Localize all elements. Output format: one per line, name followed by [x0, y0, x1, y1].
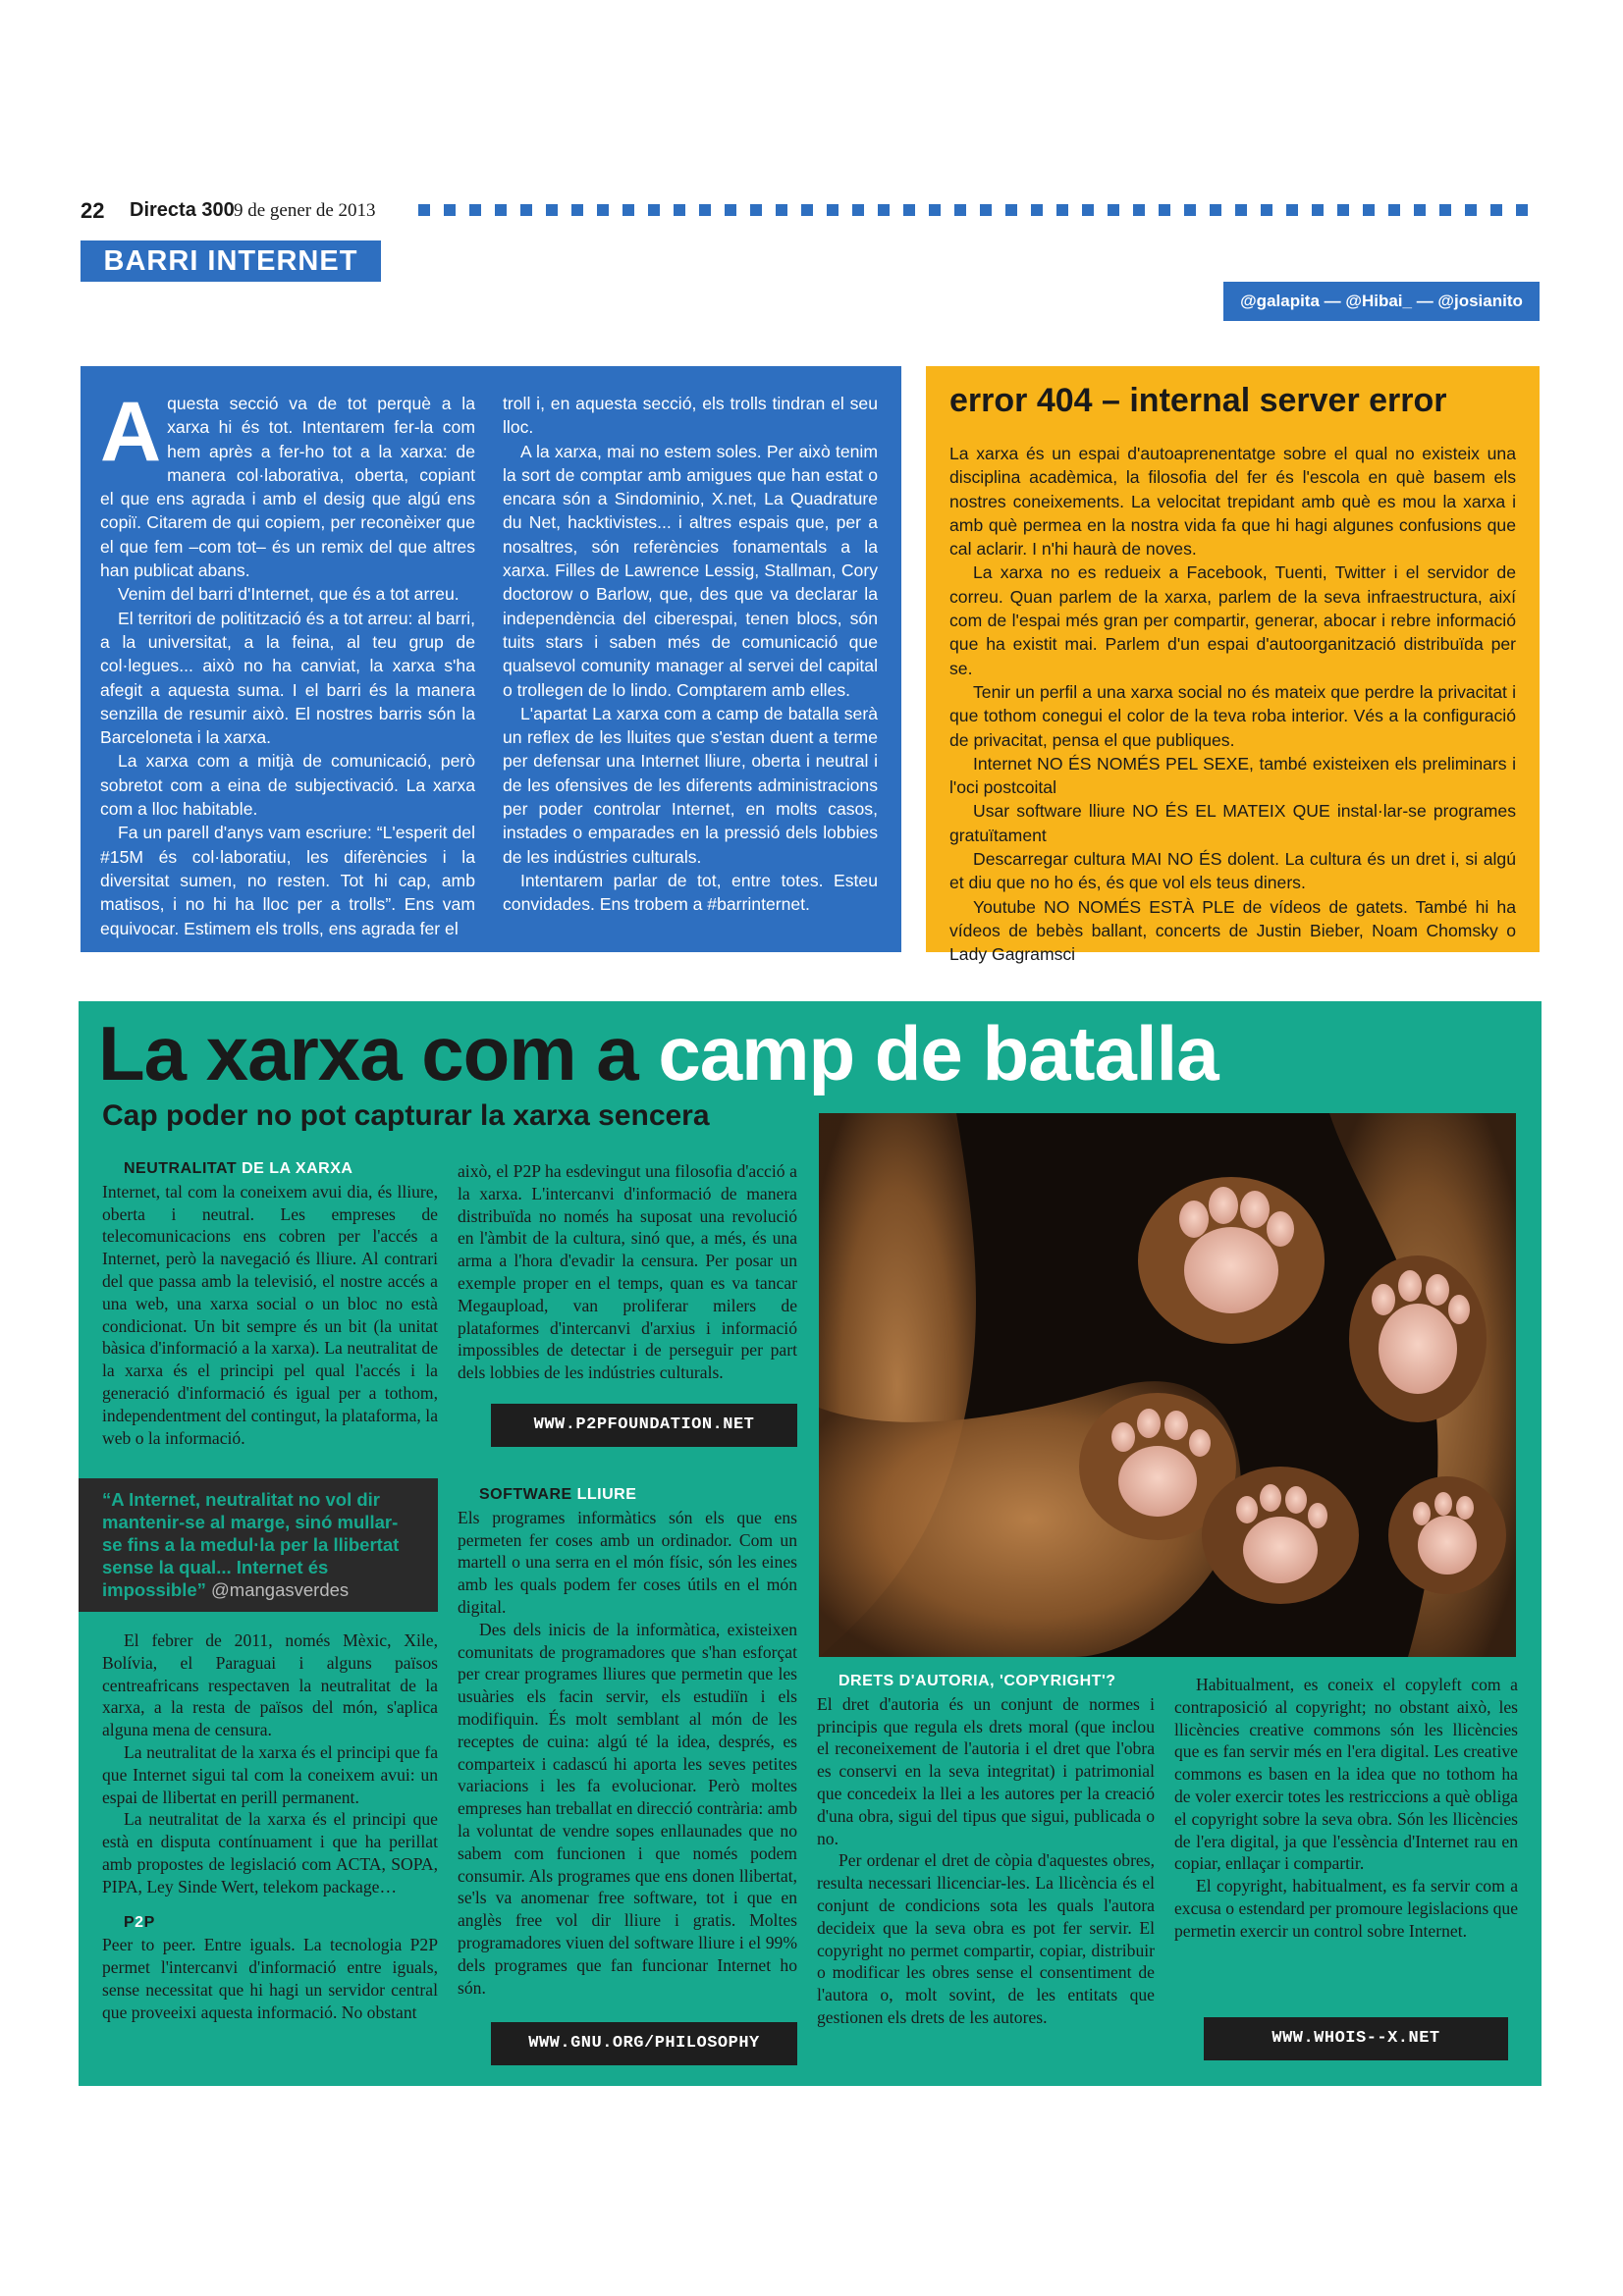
quote-handle: @mangasverdes [211, 1579, 350, 1600]
feature-box [79, 1001, 1542, 2086]
error-paragraph: Descarregar cultura MAI NO ÉS dolent. La cultura és un dret i, si algú et diu que no ho és, és que vol els teus diners. [949, 849, 1516, 893]
error-paragraph: La xarxa no es redueix a Facebook, Tuenti, Twitter i el servidor de correu. Quan parlem de la xarxa, parlem de la seva infraestructura, així com de l'espai més gran per compartir, generar, abocar i rebre informació que ha existit mai. Parlem d'un espai d'autoorganització distribuïda per se. [949, 562, 1516, 678]
software-section [458, 1484, 797, 1999]
body-paragraph: La neutralitat de la xarxa és el principi que està en disputa contínuament i que ha perillat amb propostes de legislació com ACTA, SOPA, PIPA, Ley Sinde Wert, telekom package… [102, 1809, 438, 1896]
quote-text: “A Internet, neutralitat no vol dir mantenir-se al marge, sinó mullar-se fins a la medul·la per la llibertat sense la qual... Internet és impossible” [102, 1489, 400, 1600]
error-paragraph: Usar software lliure NO ÉS EL MATEIX QUE instal·lar-se programes gratuïtament [949, 801, 1516, 845]
neutralitat-continued [102, 1629, 438, 2024]
body-paragraph: Habitualment, es coneix el copyleft com a contraposició al copyright; no obstant això, les llicències creative commons són les llicències que es fan servir més en l'era digital. Les creative commons es basen en la idea que no tothom ha de voler exercir totes les restriccions a què obliga el copyright sobre la seva obra. Són les llicències de l'era digital, ja que l'essència d'Internet rau en copiar, enllaçar i compartir. [1174, 1675, 1518, 1874]
intro-box [81, 366, 901, 952]
error-paragraph: Internet NO ÉS NOMÉS PEL SEXE, també existeixen els preliminars i l'oci postcoital [949, 753, 1516, 798]
intro-paragraph: Venim del barri d'Internet, que és a tot arreu. [118, 584, 460, 605]
cat-paws-photo [819, 1113, 1516, 1657]
drets-heading: DRETS D'AUTORIA, 'COPYRIGHT'? [839, 1673, 1116, 1689]
error-paragraph: Youtube NO NOMÉS ESTÀ PLE de vídeos de gatets. També hi ha vídeos de bebès ballant, concerts de Justin Bieber, Noam Chomsky o Lady Gagramsci [949, 896, 1516, 965]
body-paragraph: El febrer de 2011, només Mèxic, Xile, Bolívia, el Paraguai i alguns països centreafricans respectaven la neutralitat de la xarxa, a la resta de països del món, s'aplica alguna mena de censura. [102, 1630, 438, 1740]
p2p-continued [458, 1160, 797, 1384]
drop-cap: A [100, 385, 162, 479]
body-paragraph: La neutralitat de la xarxa és el principi que fa que Internet sigui tal com la coneixem avui: un espai de llibertat en perill permanent. [102, 1741, 438, 1807]
body-paragraph: El copyright, habitualment, es fa servir com a excusa o estendard per promoure legislacions que permetin exercir un control sobre Internet. [1174, 1876, 1518, 1941]
body-paragraph: El dret d'autoria és un conjunt de normes i principis que regula els drets moral (que inclou el reconeixement de l'autoria i el dret que l'obra es conservi en la seva integritat) i patrimonial que concedeix la llei a les autores per la creació d'una obra, sigui del tipus que sigui, publicada o no. [817, 1693, 1155, 1848]
neutralitat-heading: NEUTRALITAT DE LA XARXA [124, 1160, 353, 1177]
error-box-title: error 404 – internal server error [949, 382, 1447, 419]
p2p-text: Peer to peer. Entre iguals. La tecnologia P2P permet l'intercanvi d'informació entre iguals, sense necessitat que hi hagi un servidor central que proveeixi aquesta informació. No obstant [102, 1935, 438, 2022]
intro-column-1 [100, 385, 475, 940]
software-heading: SOFTWARE LLIURE [479, 1486, 637, 1503]
page-number: 22 [81, 198, 105, 223]
neutralitat-text: Internet, tal com la coneixem avui dia, és lliure, oberta i neutral. Les empreses de telecomunicacions ens cobren per l'accés a Internet, però la navegació és lliure. Al contrari del que passa amb la televisió, el nostre accés a una web, una xarxa social o un bloc no està condicionat. Un bit sempre és un bit (la unitat bàsica d'informació a la xarxa). La neutralitat de la xarxa és el principi pel qual l'accés i la generació d'informació és igual per a tothom, independentment del contingut, la plataforma, la web o la informació. [102, 1181, 438, 1448]
copyleft-section [1174, 1674, 1518, 1943]
publication-name: Directa 300 [130, 199, 235, 221]
intro-paragraph: A la xarxa, mai no estem soles. Per això tenim la sort de comptar amb amigues que han estat o encara són a Sindominio, X.net, La Quadrature du Net, hacktivistes... i altres espais que, per a nosaltres, són referències fonamentals a la xarxa. Filles de Lawrence Lessig, Stallman, Cory doctorow o Barlow, que, des que va declarar la independència del ciberespai, tenen blocs, són tuits stars i saben més de comunicació que qualsevol comunity manager al servei del capital o trollegen de lo lindo. Comptarem amb elles. [503, 441, 878, 700]
body-paragraph: Els programes informàtics són els que ens permeten fer coses amb un ordinador. Com un martell o una serra en el món físic, són les eines amb les quals podem fer coses útils en el món digital. [458, 1507, 797, 1617]
body-paragraph: això, el P2P ha esdevingut una filosofia d'acció a la xarxa. L'intercanvi d'informació de manera distribuïda no només ha suposat una revolució en l'àmbit de la cultura, sinó que, a més, és una arma a l'hora d'evadir la censura. Per posar un exemple proper en el temps, quan es va tancar Megaupload, van proliferar milers de plataformes d'intercanvi d'arxius i informació impossibles de detectar i de perseguir per part dels lobbies de les indústries culturals. [458, 1161, 797, 1383]
error-paragraph: Tenir un perfil a una xarxa social no és mateix que perdre la privacitat i que tothom conegui el color de la teva roba interior. Vés a la configuració de privacitat, pensa el que publiques. [949, 681, 1516, 750]
intro-paragraph: La xarxa com a mitjà de comunicació, però sobretot com a eina de subjectivació. La xarxa com a lloc habitable. [100, 751, 475, 820]
error-paragraph: La xarxa és un espai d'autoaprenentatge sobre el qual no existeix una disciplina acadèmica, la filosofia del fer és l'escola en què basem els nostres coneixements. La velocitat trepidant amb què es mou la xarxa i amb què permea en la nostra vida fa que hi hagi algunes confusions que cal aclarir. I n'hi haurà de noves. [949, 444, 1516, 560]
feature-title: La xarxa com a camp de batalla [98, 1010, 1218, 1096]
intro-paragraph: L'apartat La xarxa com a camp de batalla serà un reflex de les lluites que s'estan duent a terme per defensar una Internet lliure, oberta i neutral i de les ofensives de les diferents administracions per poder controlar Internet, en molts casos, instades o emparades en la pressió dels lobbies de les indústries culturals. [503, 703, 878, 867]
intro-paragraph: troll i, en aquesta secció, els trolls tindran el seu lloc. [503, 394, 878, 438]
whois-x-link[interactable]: WWW.WHOIS--X.NET [1204, 2017, 1508, 2060]
p2pfoundation-link[interactable]: WWW.P2PFOUNDATION.NET [491, 1404, 797, 1447]
dotted-rule [418, 204, 1540, 216]
feature-subtitle: Cap poder no pot capturar la xarxa sencera [102, 1099, 710, 1132]
gnu-philosophy-link[interactable]: WWW.GNU.ORG/PHILOSOPHY [491, 2022, 797, 2065]
author-handles: @galapita — @Hibai_ — @josianito [1223, 282, 1540, 321]
body-paragraph: Per ordenar el dret de còpia d'aquestes obres, resulta necessari llicenciar-les. La llicència és el conjunt de condicions sota les quals l'autora decideix que la seva obra es pot fer servir. El copyright no permet compartir, copiar, distribuir o modificar les obres sense el consentiment de l'autora o, molt sovint, de les entitats que gestionen els drets de les autores. [817, 1850, 1155, 2027]
intro-column-2 [503, 392, 878, 917]
error-box-body [949, 442, 1516, 967]
body-paragraph: Des dels inicis de la informàtica, existeixen comunitats de programadores que s'han esforçat per crear programes lliures que permetin que les usuàries els facin servir, els estudiïn i els modifiquin. És molt semblant al món de les receptes de cuina: algú té la idea, després, es comparteix i cadascú hi aporta les seves petites variacions i les fa evolucionar. Però moltes empreses han treballat en direcció contrària: amb la voluntat de vendre sopes enllaunades que no sabem com funcionen i que només podem consumir. Als programes que ens donen llibertat, se'ls va anomenar free software, tot i que en anglès free vol dir lliure i gratis. Moltes programadores viuen del software lliure i el 99% dels programes que fan funcionar Internet ho són. [458, 1619, 797, 1998]
intro-paragraph: Intentarem parlar de tot, entre totes. Esteu convidades. Ens trobem a #barrinternet. [503, 870, 878, 915]
drets-section [817, 1671, 1155, 2029]
intro-paragraph: Fa un parell d'anys vam escriure: “L'esperit del #15M és col·laboratiu, les diferències i la diversitat sumen, no resten. Tot hi cap, amb matisos, i no hi ha lloc per a trolls”. Ens vam equivocar. Estimem els trolls, ens agrada fer el [100, 823, 475, 938]
intro-paragraph: El territori de politització és a tot arreu: al barri, a la universitat, a la feina, al teu grup de col·legues... això no ha canviat, la xarxa s'ha afegit a aquesta suma. I el barri és la manera senzilla de resumir això. El nostres barris són la Barceloneta i la xarxa. [100, 608, 475, 748]
intro-paragraph: Aquesta secció va de tot perquè a la xarxa hi és tot. Intentarem fer-la com hem après a fer-ho tot a la xarxa: de manera col·laborativa, oberta, copiant el que ens agrada i amb el desig que algú ens copiï. Citarem de qui copiem, per reconèixer que el que fem –com tot– és un remix del que altres han publicat abans. [100, 385, 475, 581]
publication-date: 9 de gener de 2013 [234, 200, 376, 221]
cat-paws-illustration [819, 1113, 1516, 1657]
p2p-heading: P2P [124, 1913, 155, 1931]
error-404-box [926, 366, 1540, 965]
pull-quote [79, 1478, 438, 1612]
section-tag: BARRI INTERNET [81, 240, 381, 282]
neutralitat-section [102, 1158, 438, 1449]
